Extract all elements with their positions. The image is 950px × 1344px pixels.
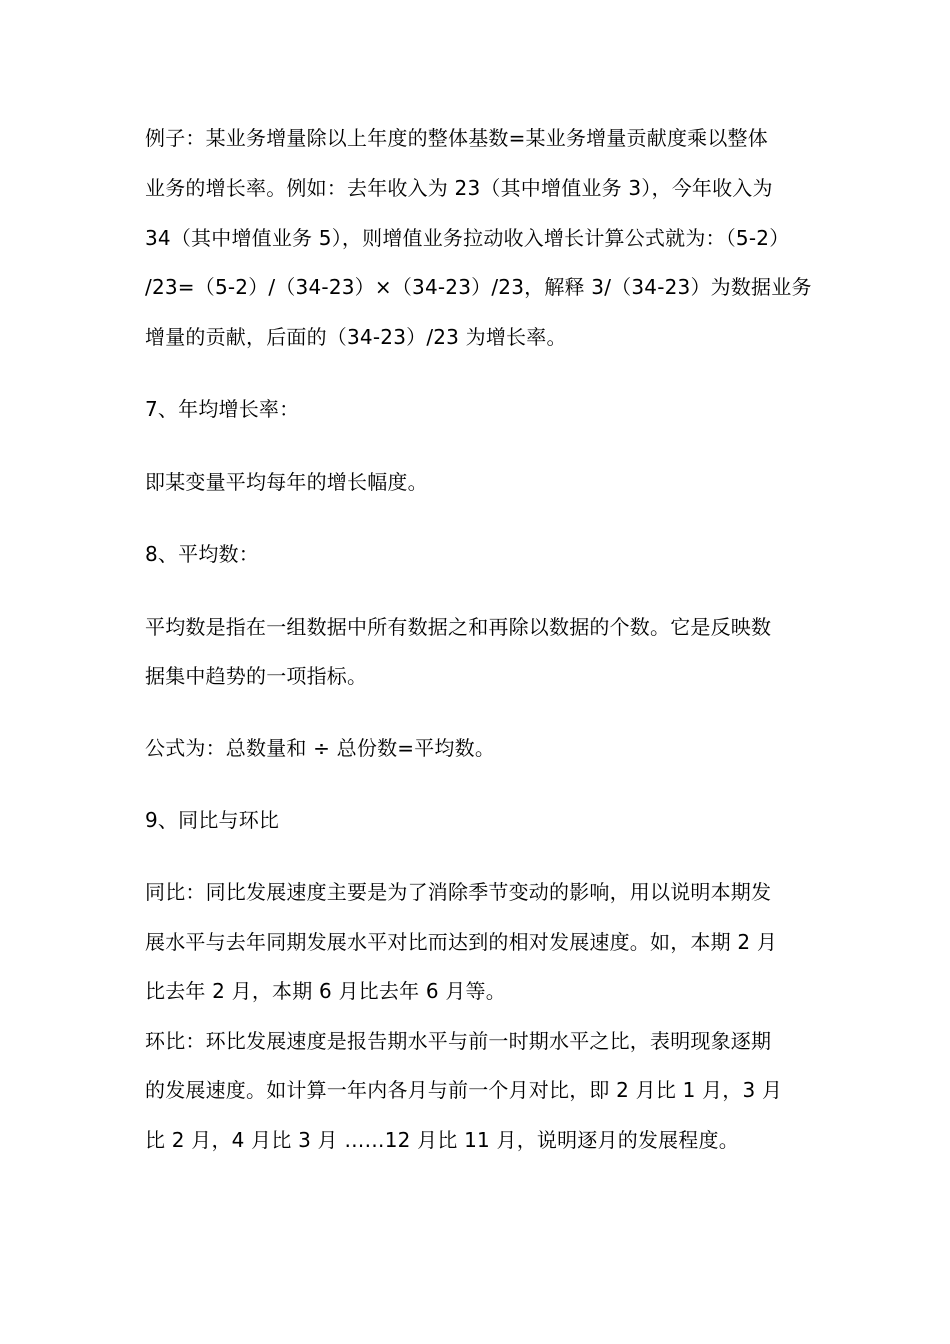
paragraph-yoy-line-3: 比去年 2 月，本期 6 月比去年 6 月等。 [145,979,506,1003]
paragraph-mom-line-1: 环比：环比发展速度是报告期水平与前一时期水平之比，表明现象逐期 [145,1029,772,1053]
formula-8: 公式为：总数量和 ÷ 总份数=平均数。 [145,736,496,760]
example-paragraph-line-5: 增量的贡献，后面的（34-23）/23 为增长率。 [145,325,567,349]
example-paragraph-line-2: 业务的增长率。例如：去年收入为 23（其中增值业务 3），今年收入为 [145,176,773,200]
paragraph-yoy-line-2: 展水平与去年同期发展水平对比而达到的相对发展速度。如，本期 2 月 [145,930,778,954]
heading-7: 7、年均增长率： [145,397,300,421]
paragraph-mom-line-2: 的发展速度。如计算一年内各月与前一个月对比，即 2 月比 1 月，3 月 [145,1078,783,1102]
example-paragraph-line-3: 34（其中增值业务 5），则增值业务拉动收入增长计算公式就为：（5-2） [145,226,790,250]
paragraph-7: 即某变量平均每年的增长幅度。 [145,470,428,494]
heading-9: 9、同比与环比 [145,808,280,832]
paragraph-mom-line-3: 比 2 月，4 月比 3 月 ……12 月比 11 月，说明逐月的发展程度。 [145,1128,739,1152]
paragraph-8-line-1: 平均数是指在一组数据中所有数据之和再除以数据的个数。它是反映数 [145,615,772,639]
example-paragraph-line-4: /23=（5-2）/（34-23）×（34-23）/23，解释 3/（34-23）为数据业务 [145,275,812,299]
example-paragraph-line-1: 例子：某业务增量除以上年度的整体基数=某业务增量贡献度乘以整体 [145,126,768,150]
paragraph-8-line-2: 据集中趋势的一项指标。 [145,664,368,688]
paragraph-yoy-line-1: 同比：同比发展速度主要是为了消除季节变动的影响，用以说明本期发 [145,880,772,904]
heading-8: 8、平均数： [145,542,259,566]
